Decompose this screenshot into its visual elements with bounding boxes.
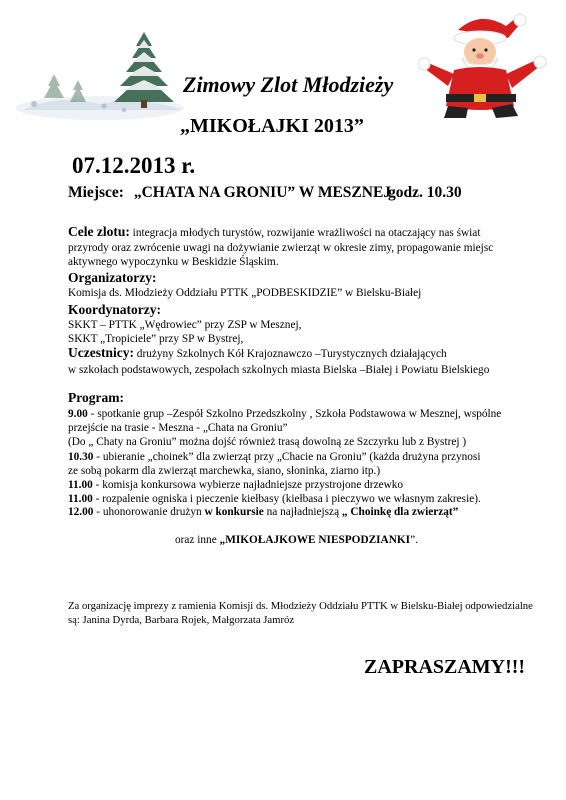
event-title: Zimowy Zlot Młodzieży [183, 72, 394, 97]
participants-line-2: w szkołach podstawowych, zespołach szkolnych miasta Bielska –Białej i Powiatu Bielskiego [68, 364, 490, 376]
program-time-3: 11.00 [68, 479, 93, 491]
event-subtitle: „MIKOŁAJKI 2013” [180, 115, 364, 137]
program-item-1-line-3: (Do „ Chaty na Groniu” można dojść również trasą dowolną ze Szczyrku lub z Bystrej ) [68, 436, 467, 448]
organizers-label: Organizatorzy: [68, 270, 157, 285]
program-time-2: 10.30 [68, 451, 94, 463]
program-item-2-line-2: ze sobą pokarm dla zwierząt marchewka, siano, słoninka, ziarno itp.) [68, 465, 381, 477]
program-time-5: 12.00 [68, 506, 94, 518]
goals-line-2: przyrody oraz zwrócenie uwagi na dożywianie zwierząt w okresie zimy, propagowanie miejsc [68, 242, 494, 254]
program-text-5b: na najładniejszą [263, 506, 342, 518]
program-other-b: „MIKOŁAJKOWE NIESPODZIANKI [219, 534, 411, 546]
organizers-line-1: Komisja ds. Młodzieży Oddziału PTTK „PODBESKIDZIE” w Bielsku-Białej [68, 287, 422, 299]
program-time-4: 11.00 [68, 493, 93, 505]
program-text-2: - ubieranie „choinek” dla zwierząt przy „Chacie na Groniu” (każda drużyna przynosi [93, 451, 481, 463]
program-item-1 [68, 408, 501, 422]
goals-label: Cele zlotu: [68, 224, 130, 239]
participants-line-1 [68, 346, 447, 362]
footer-line-1: Za organizację imprezy z ramienia Komisji ds. Młodzieży Oddziału PTTK w Bielsku-Białej odpowiedzialne [68, 600, 533, 612]
program-text-3: - komisja konkursowa wybierze najładniejsze przystrojone drzewko [92, 479, 404, 491]
program-text-5-bold-2: „ Choinkę dla zwierząt” [341, 506, 459, 518]
participants-label: Uczestnicy: [68, 345, 134, 360]
program-item-4 [68, 493, 481, 507]
footer-line-2: są: Janina Dyrda, Barbara Rojek, Małgorzata Jamróz [68, 614, 295, 626]
program-item-2 [68, 451, 480, 465]
event-place [68, 184, 462, 202]
invite-text: ZAPRASZAMY!!! [364, 656, 526, 678]
program-item-1-line-2: przejście na trasie - Meszna - „Chata na Groniu” [68, 422, 288, 434]
goals-text-1: integracja młodych turystów, rozwijanie wrażliwości na otaczający nas świat [129, 227, 481, 239]
place-label: Miejsce: [68, 184, 124, 201]
event-time: godz. 10.30 [388, 184, 462, 201]
program-item-5 [68, 506, 458, 520]
program-other-c: ”. [410, 534, 418, 546]
coordinators-label: Koordynatorzy: [68, 302, 161, 317]
program-label: Program: [68, 390, 124, 405]
program-item-3 [68, 479, 403, 493]
program-text-5a: - uhonorowanie drużyn [93, 506, 205, 518]
place-value: „CHATA NA GRONIU” W MESZNEJ [133, 184, 392, 201]
goals-line-1 [68, 225, 480, 241]
program-text-5-bold-1: w konkursie [204, 506, 264, 518]
christmas-tree-illustration [14, 24, 186, 120]
goals-line-3: aktywnego wypoczynku w Beskidzie Śląskim. [68, 256, 279, 268]
program-other [175, 534, 418, 548]
coordinators-line-2: SKKT „Tropiciele” przy SP w Bystrej, [68, 333, 244, 345]
program-time-1: 9.00 [68, 408, 88, 420]
participants-text-1: drużyny Szkolnych Kół Krajoznawczo –Turystycznych działających [133, 348, 447, 360]
program-text-4: - rozpalenie ogniska i pieczenie kiełbasy (kiełbasa i pieczywo we własnym zakresie). [92, 493, 481, 505]
santa-claus-illustration [418, 10, 550, 122]
coordinators-line-1: SKKT – PTTK „Wędrowiec” przy ZSP w Mesznej, [68, 319, 302, 331]
event-date: 07.12.2013 r. [72, 153, 196, 178]
program-text-1: - spotkanie grup –Zespół Szkolno Przedszkolny , Szkoła Podstawowa w Mesznej, wspólne [87, 408, 502, 420]
program-other-a: oraz inne [175, 534, 220, 546]
